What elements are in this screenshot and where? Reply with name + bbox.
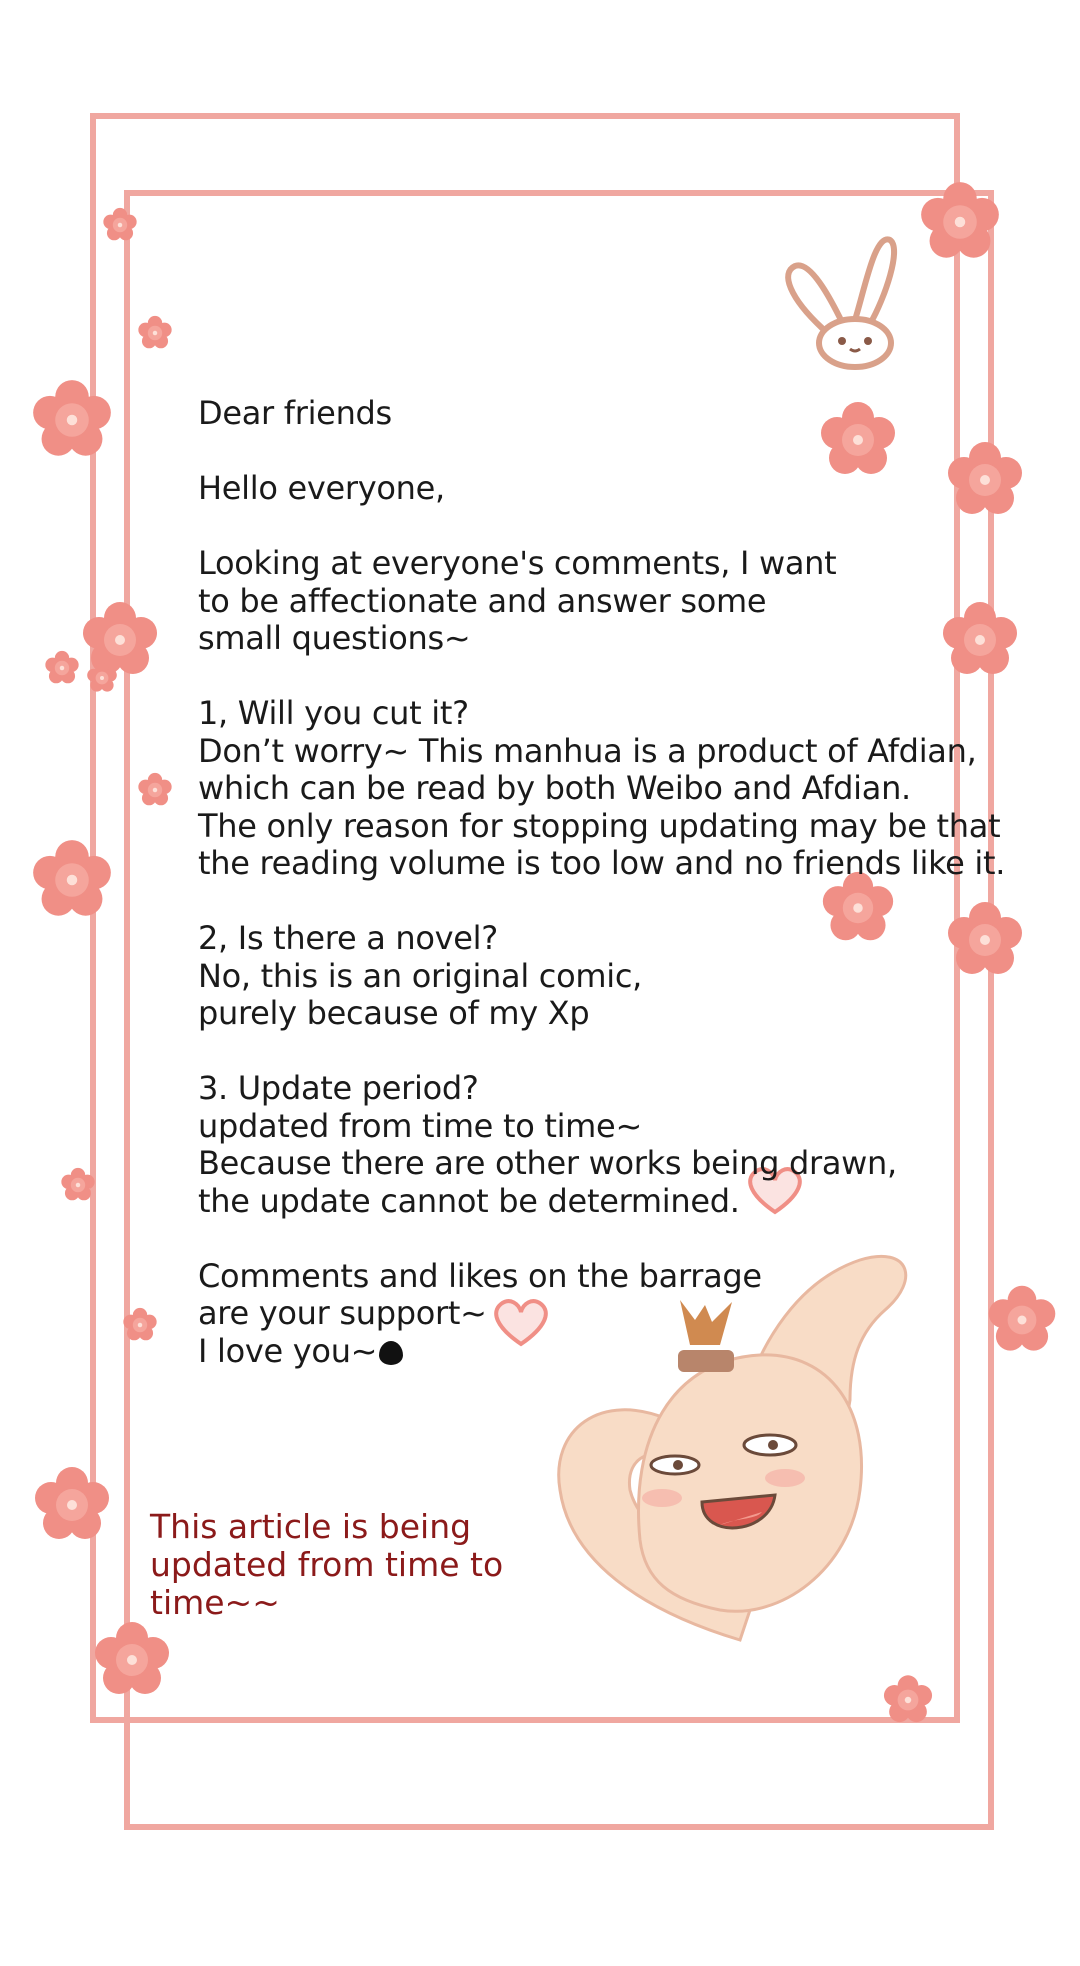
- letter-line: The only reason for stopping updating may be that: [198, 806, 1001, 845]
- letter-love-line: [198, 1333, 978, 1371]
- letter-body: [198, 394, 1006, 1408]
- letter-line: Because there are other works being drawn,: [198, 1144, 897, 1182]
- letter-line: the reading volume is too low and no friends like it.: [198, 844, 1006, 882]
- letter-question-1: [198, 694, 1006, 883]
- letter-line: updated from time to time~: [198, 1106, 642, 1145]
- letter-hello: Hello everyone,: [198, 469, 445, 507]
- letter-line: Looking at everyone's comments, I want: [198, 544, 837, 582]
- heart-icon: [379, 1341, 403, 1365]
- letter-question-3: [198, 1070, 978, 1220]
- letter-line: small questions~: [198, 619, 471, 657]
- letter-line: Comments and likes on the barrage: [198, 1256, 762, 1295]
- letter-line: the update cannot be determined.: [198, 1181, 740, 1220]
- letter-closing: [198, 1258, 978, 1371]
- update-note: [150, 1508, 510, 1622]
- letter-intro: [198, 545, 978, 658]
- letter-greeting: Dear friends: [198, 394, 392, 432]
- question-heading: 1, Will you cut it?: [198, 694, 469, 732]
- question-heading: 2, Is there a novel?: [198, 919, 498, 957]
- question-heading: 3. Update period?: [198, 1069, 479, 1107]
- letter-question-2: [198, 920, 978, 1033]
- bunny-icon: [770, 228, 920, 378]
- letter-line: Don’t worry~ This manhua is a product of Afdian,: [198, 731, 977, 770]
- letter-line: purely because of my Xp: [198, 994, 590, 1032]
- note-line: updated from time to: [150, 1545, 504, 1584]
- letter-line: to be affectionate and answer some: [198, 581, 767, 620]
- letter-line: No, this is an original comic,: [198, 956, 643, 995]
- note-line: This article is being: [150, 1507, 472, 1546]
- letter-line: are your support~: [198, 1294, 487, 1332]
- letter-line: which can be read by both Weibo and Afdian.: [198, 769, 911, 807]
- letter-love: I love you~: [198, 1331, 378, 1370]
- note-line: time~~: [150, 1583, 280, 1622]
